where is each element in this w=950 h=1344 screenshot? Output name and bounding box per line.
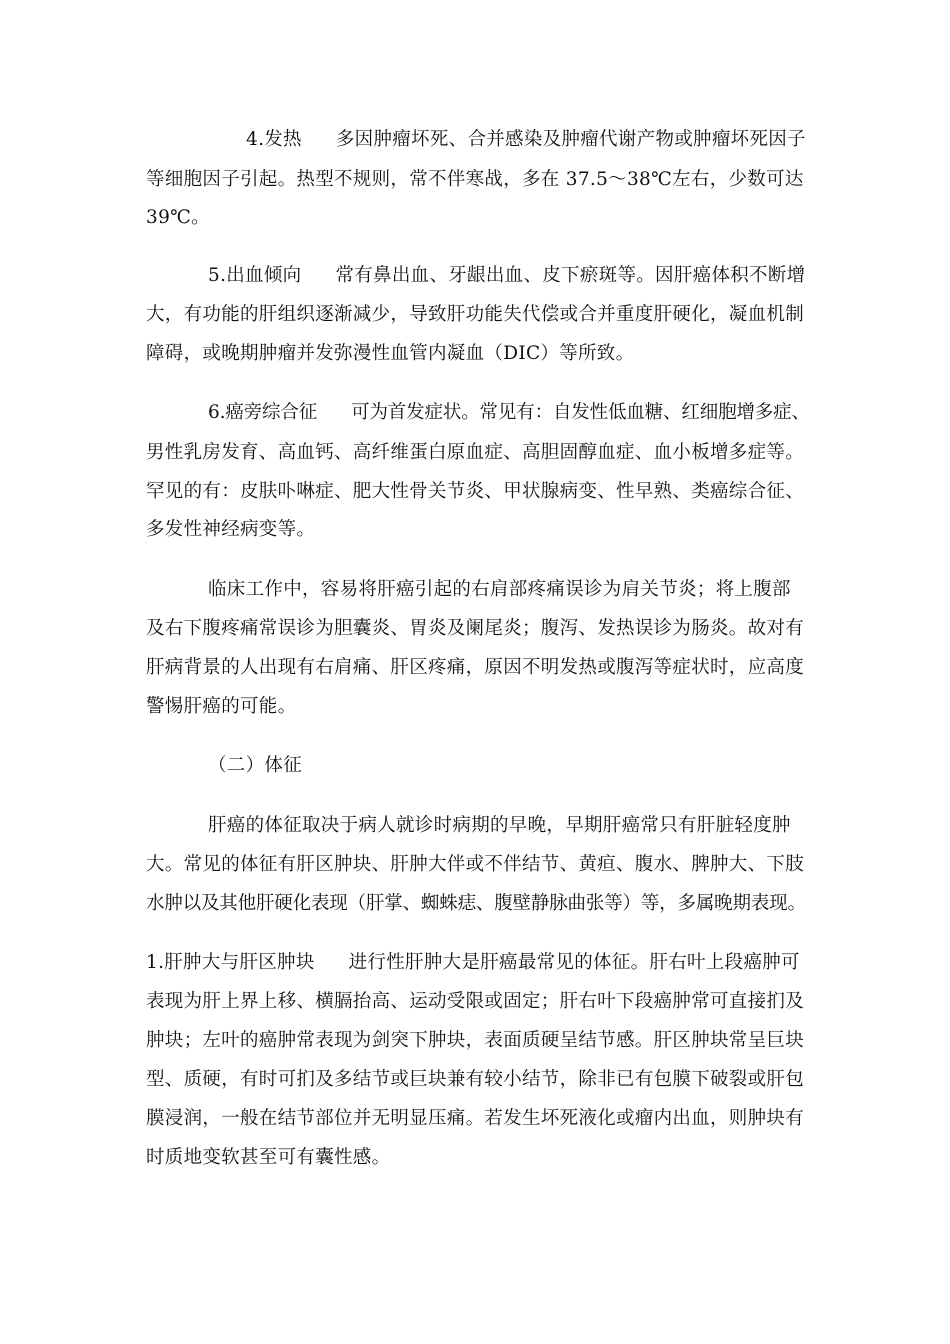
hepatomegaly-line-1: [146, 951, 800, 975]
hepatomegaly-line-3: 肿块；左叶的癌肿常表现为剑突下肿块，表面质硬呈结节感。肝区肿块常呈巨块: [146, 1030, 805, 1051]
hepatomegaly-text: 进行性肝肿大是肝癌最常见的体征。肝右叶上段癌肿可: [348, 952, 800, 973]
bleeding-line-1: [208, 264, 805, 288]
bleeding-line-2: 大，有功能的肝组织逐渐减少，导致肝功能失代偿或合并重度肝硬化，凝血机制: [146, 304, 805, 325]
paraneoplastic-line-3: 罕见的有：皮肤卟啉症、肥大性骨关节炎、甲状腺病变、性早熟、类癌综合征、: [146, 481, 805, 502]
hepatomegaly-heading: 1.肝肿大与肝区肿块: [146, 952, 315, 973]
paraneoplastic-heading: 6.癌旁综合征: [208, 402, 318, 423]
bleeding-text: 常有鼻出血、牙龈出血、皮下瘀斑等。因肝癌体积不断增: [335, 265, 806, 286]
hepatomegaly-line-2: 表现为肝上界上移、横膈抬高、运动受限或固定；肝右叶下段癌肿常可直接扪及: [146, 991, 805, 1012]
clinical-line-2: 及右下腹疼痛常误诊为胆囊炎、胃炎及阑尾炎；腹泻、发热误诊为肠炎。故对有: [146, 618, 805, 639]
paraneoplastic-line-1: [208, 401, 810, 425]
paraneoplastic-line-2: 男性乳房发育、高血钙、高纤维蛋白原血症、高胆固醇血症、血小板增多症等。: [146, 442, 805, 463]
fever-line-3: 39℃。: [146, 207, 210, 228]
fever-line-1: [246, 128, 806, 152]
bleeding-heading: 5.出血倾向: [208, 265, 302, 286]
paraneoplastic-text: 可为首发症状。常见有：自发性低血糖、红细胞增多症、: [351, 402, 810, 423]
clinical-line-4: 警惕肝癌的可能。: [146, 696, 297, 717]
bleeding-line-3: 障碍，或晚期肿瘤并发弥漫性血管内凝血（DIC）等所致。: [146, 343, 635, 364]
fever-line-2: 等细胞因子引起。热型不规则，常不伴寒战，多在 37.5～38℃左右，少数可达: [146, 169, 804, 190]
hepatomegaly-line-5: 膜浸润，一般在结节部位并无明显压痛。若发生坏死液化或瘤内出血，则肿块有: [146, 1108, 805, 1129]
fever-text: 多因肿瘤坏死、合并感染及肿瘤代谢产物或肿瘤坏死因子: [335, 129, 806, 150]
section-heading-signs: （二）体征: [208, 755, 303, 776]
fever-heading: 4.发热: [246, 129, 302, 150]
hepatomegaly-line-6: 时质地变软甚至可有囊性感。: [146, 1147, 391, 1168]
paraneoplastic-line-4: 多发性神经病变等。: [146, 519, 316, 540]
signs-line-2: 大。常见的体征有肝区肿块、肝肿大伴或不伴结节、黄疸、腹水、脾肿大、下肢: [146, 854, 805, 875]
signs-line-1: 肝癌的体征取决于病人就诊时病期的早晚，早期肝癌常只有肝脏轻度肿: [208, 815, 791, 836]
signs-line-3: 水肿以及其他肝硬化表现（肝掌、蜘蛛痣、腹壁静脉曲张等）等，多属晚期表现。: [146, 893, 806, 914]
hepatomegaly-line-4: 型、质硬，有时可扪及多结节或巨块兼有较小结节，除非已有包膜下破裂或肝包: [146, 1069, 805, 1090]
clinical-line-3: 肝病背景的人出现有右肩痛、肝区疼痛，原因不明发热或腹泻等症状时，应高度: [146, 657, 805, 678]
clinical-line-1: 临床工作中，容易将肝癌引起的右肩部疼痛误诊为肩关节炎；将上腹部: [208, 579, 791, 600]
